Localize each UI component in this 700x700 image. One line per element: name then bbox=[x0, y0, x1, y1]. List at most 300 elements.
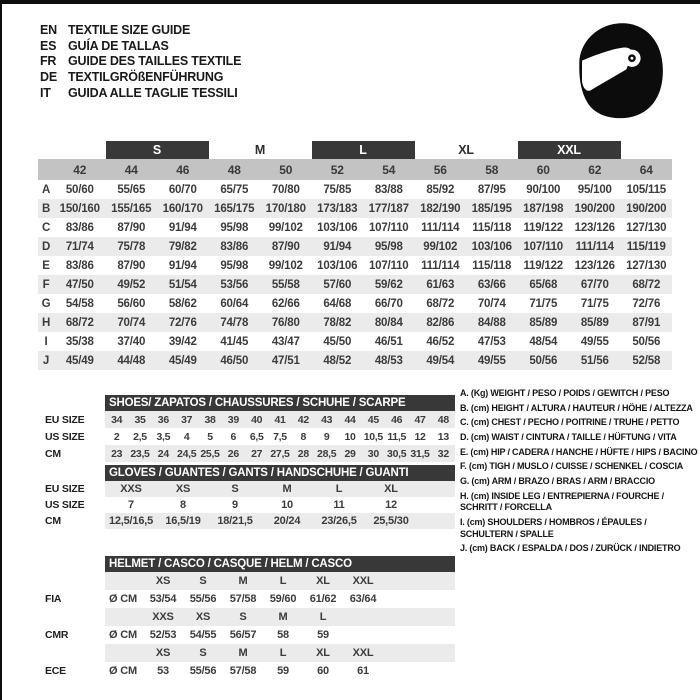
shoes-value: 46 bbox=[391, 413, 403, 426]
language-row bbox=[40, 54, 241, 70]
shoes-row-label: US SIZE bbox=[45, 430, 85, 443]
size-column-header: 60 bbox=[536, 162, 550, 177]
gloves-value: M bbox=[282, 483, 292, 495]
shoes-value: 24,5 bbox=[177, 447, 197, 460]
measurement-value: 47/53 bbox=[477, 335, 506, 348]
gloves-value: 9 bbox=[232, 499, 238, 511]
helmet-size-row bbox=[45, 608, 455, 626]
size-column-header: 44 bbox=[124, 162, 138, 177]
measurement-value: 95/98 bbox=[220, 221, 249, 234]
helmet-size-header: XS bbox=[195, 611, 211, 623]
size-column-header: 42 bbox=[73, 162, 87, 177]
shoes-value: 30,5 bbox=[387, 447, 407, 460]
measurement-value: 39/42 bbox=[168, 335, 197, 348]
measurement-value: 107/110 bbox=[523, 240, 564, 253]
measurement-value: 87/90 bbox=[117, 221, 146, 234]
helmet-size-cells bbox=[105, 608, 455, 626]
measurement-value: 155/165 bbox=[111, 202, 152, 215]
measurement-value: 182/190 bbox=[420, 202, 461, 215]
measurement-value: 80/84 bbox=[374, 316, 403, 329]
shoes-value: 13 bbox=[437, 430, 449, 443]
shoes-value: 23 bbox=[111, 447, 123, 460]
shoes-value: 39 bbox=[227, 413, 239, 426]
shoes-value: 3,5 bbox=[156, 430, 171, 443]
shoes-value: 29 bbox=[344, 447, 356, 460]
measurement-value: 71/75 bbox=[580, 297, 609, 310]
measurement-value: 60/70 bbox=[168, 183, 197, 196]
measurement-value: 75/78 bbox=[117, 240, 146, 253]
measurement-row bbox=[38, 294, 672, 313]
shoes-section-header bbox=[105, 395, 455, 411]
measurement-value: 55/65 bbox=[117, 183, 146, 196]
shoes-value: 7,5 bbox=[273, 430, 287, 443]
measurement-value: 127/130 bbox=[626, 221, 667, 234]
measurement-value: 68/72 bbox=[632, 278, 661, 291]
measurement-value: 99/102 bbox=[268, 259, 303, 272]
measurement-row bbox=[38, 313, 672, 332]
shoes-cells bbox=[105, 445, 455, 462]
measurement-value: 91/94 bbox=[323, 240, 352, 253]
language-code: EN bbox=[40, 22, 57, 37]
gloves-value: 25,5/30 bbox=[373, 515, 409, 527]
language-code: FR bbox=[40, 54, 57, 69]
measurement-value: 71/74 bbox=[65, 240, 94, 253]
helmet-size-header: XL bbox=[316, 647, 330, 659]
measurement-value: 165/175 bbox=[214, 202, 255, 215]
measurement-value: 45/49 bbox=[168, 354, 197, 367]
racing-helmet-icon bbox=[572, 20, 668, 126]
gloves-row-label: EU SIZE bbox=[45, 483, 85, 495]
row-letter: B bbox=[41, 202, 51, 215]
measurement-value: 190/200 bbox=[626, 202, 667, 215]
measurement-value: 83/86 bbox=[65, 259, 94, 272]
measurement-value: 53/56 bbox=[220, 278, 249, 291]
measurement-value: 63/66 bbox=[477, 278, 506, 291]
left-border bbox=[0, 0, 2, 700]
gloves-value: L bbox=[335, 483, 343, 495]
measurement-value: 95/100 bbox=[577, 183, 612, 196]
measurement-value: 62/66 bbox=[271, 297, 300, 310]
legend-item: E. (cm) HIP / CADERA / HANCHE / HÜFTE / HIPS / BACINO bbox=[460, 446, 698, 457]
gloves-value: XXS bbox=[120, 483, 142, 495]
helmet-value: 57/58 bbox=[229, 665, 257, 677]
textile-size-table bbox=[38, 141, 672, 370]
measurement-value: 103/106 bbox=[317, 221, 358, 234]
unit-cell: Ø CM bbox=[109, 629, 137, 641]
legend-item: J. (cm) BACK / ESPALDA / DOS / ZURÜCK / INDIETRO bbox=[460, 543, 681, 554]
measurement-value: 85/92 bbox=[426, 183, 455, 196]
gloves-value: 18/21,5 bbox=[217, 515, 253, 527]
shoes-value: 41 bbox=[274, 413, 286, 426]
helmet-standard-label: ECE bbox=[45, 665, 66, 677]
measurement-value: 46/50 bbox=[220, 354, 249, 367]
helmet-size-header: S bbox=[199, 575, 207, 587]
measurement-value: 49/55 bbox=[580, 335, 609, 348]
measurement-value: 65/68 bbox=[529, 278, 558, 291]
helmet-size-header: XXS bbox=[152, 611, 174, 623]
helmet-title: HELMET / CASCO / CASQUE / HELM / CASCO bbox=[109, 558, 352, 570]
helmet-standard-spacer bbox=[45, 644, 105, 662]
language-row bbox=[40, 22, 241, 38]
measurement-value: 46/52 bbox=[426, 335, 455, 348]
size-group-l: L bbox=[312, 141, 415, 159]
measurement-value: 173/183 bbox=[317, 202, 358, 215]
helmet-value: 55/56 bbox=[189, 593, 217, 605]
measurement-value: 51/56 bbox=[580, 354, 609, 367]
helmet-value: 58 bbox=[277, 629, 289, 641]
measurement-value: 91/94 bbox=[168, 221, 197, 234]
measurement-value: 52/58 bbox=[632, 354, 661, 367]
measurement-value: 50/56 bbox=[632, 335, 661, 348]
helmet-size-header: M bbox=[238, 647, 248, 659]
legend-item: H. (cm) INSIDE LEG / ENTREPIERNA / FOURCHE / SCHRITT / FORCELLA bbox=[460, 490, 664, 513]
shoes-value: 43 bbox=[321, 413, 333, 426]
measurement-value: 68/72 bbox=[65, 316, 94, 329]
helmet-value-cells bbox=[105, 626, 455, 644]
gloves-rows bbox=[45, 481, 455, 529]
helmet-value-cells bbox=[105, 590, 455, 608]
language-title: GUIDE DES TAILLES TEXTILE bbox=[68, 54, 242, 69]
helmet-value: 63/64 bbox=[349, 593, 377, 605]
shoes-cells bbox=[105, 411, 455, 428]
measurement-value: 87/90 bbox=[271, 240, 300, 253]
helmet-value: 59 bbox=[277, 665, 289, 677]
measurement-value: 111/114 bbox=[421, 221, 460, 234]
gloves-value: 10 bbox=[281, 499, 293, 511]
measurement-value: 48/54 bbox=[529, 335, 558, 348]
shoes-value: 9 bbox=[323, 430, 330, 443]
helmet-size-header: S bbox=[199, 647, 207, 659]
legend-item: C. (cm) CHEST / PECHO / POITRINE / TRUHE / PETTO bbox=[460, 417, 680, 428]
measurement-value: 99/102 bbox=[268, 221, 303, 234]
measurement-value: 50/60 bbox=[65, 183, 94, 196]
measurement-value: 51/54 bbox=[168, 278, 197, 291]
helmet-value: 59 bbox=[317, 629, 329, 641]
row-letter: A bbox=[41, 183, 51, 196]
measurement-row bbox=[38, 275, 672, 294]
helmet-value-row bbox=[45, 662, 455, 680]
shoes-value: 10 bbox=[344, 430, 356, 443]
helmet-value: 53 bbox=[157, 665, 169, 677]
shoes-value: 8 bbox=[300, 430, 307, 443]
gloves-value: 12,5/16,5 bbox=[108, 515, 154, 527]
helmet-value: 60 bbox=[317, 665, 329, 677]
language-row bbox=[40, 69, 241, 85]
language-row bbox=[40, 38, 241, 54]
shoes-title: SHOES/ ZAPATOS / CHAUSSURES / SCHUHE / SCARPE bbox=[109, 397, 406, 409]
shoes-row bbox=[45, 411, 455, 428]
shoes-value: 28 bbox=[297, 447, 309, 460]
helmet-value: 54/55 bbox=[189, 629, 217, 641]
size-group-xl: XL bbox=[458, 143, 474, 157]
measurement-value: 49/54 bbox=[426, 354, 455, 367]
helmet-size-header: M bbox=[238, 575, 248, 587]
legend-item: D. (cm) WAIST / CINTURA / TAILLE / HÜFTUNG / VITA bbox=[460, 432, 677, 443]
gloves-cells bbox=[105, 497, 455, 513]
measurement-value: 111/114 bbox=[575, 240, 614, 253]
measurement-value: 49/52 bbox=[117, 278, 146, 291]
helmet-value: 55/56 bbox=[189, 665, 217, 677]
size-column-header: 52 bbox=[330, 162, 344, 177]
textile-table-body bbox=[38, 180, 672, 370]
measurement-value: 59/62 bbox=[374, 278, 403, 291]
helmet-standard-spacer bbox=[45, 608, 105, 626]
gloves-cells bbox=[105, 513, 455, 529]
measurement-value: 79/82 bbox=[168, 240, 197, 253]
measurement-value: 90/100 bbox=[526, 183, 561, 196]
row-letter: D bbox=[41, 240, 51, 253]
measurement-value: 64/68 bbox=[323, 297, 352, 310]
measurement-value: 68/72 bbox=[426, 297, 455, 310]
measurement-value: 85/89 bbox=[529, 316, 558, 329]
measurement-value: 87/91 bbox=[632, 316, 661, 329]
helmet-value: 61/62 bbox=[309, 593, 337, 605]
helmet-standard-spacer bbox=[45, 572, 105, 590]
helmet-section-header bbox=[105, 556, 455, 572]
gloves-row bbox=[45, 497, 455, 513]
shoes-section bbox=[45, 395, 455, 462]
measurement-value: 46/51 bbox=[374, 335, 403, 348]
size-column-header: 64 bbox=[639, 162, 653, 177]
measurement-value: 48/53 bbox=[374, 354, 403, 367]
measurement-value: 44/48 bbox=[117, 354, 146, 367]
shoes-value: 12 bbox=[414, 430, 426, 443]
measurement-value: 37/40 bbox=[117, 335, 146, 348]
helmet-size-header: L bbox=[319, 611, 327, 623]
measurement-row bbox=[38, 199, 672, 218]
shoes-value: 38 bbox=[204, 413, 216, 426]
helmet-value: 56/57 bbox=[229, 629, 257, 641]
measurement-value: 107/110 bbox=[368, 259, 409, 272]
measurement-value: 74/78 bbox=[220, 316, 249, 329]
measurement-value: 85/89 bbox=[580, 316, 609, 329]
measurement-value: 45/50 bbox=[323, 335, 352, 348]
shoes-rows bbox=[45, 411, 455, 462]
helmet-value: 57/58 bbox=[229, 593, 257, 605]
measurement-value: 177/187 bbox=[368, 202, 409, 215]
shoes-value: 32 bbox=[437, 447, 449, 460]
shoes-value: 25,5 bbox=[200, 447, 220, 460]
measurement-value: 170/180 bbox=[265, 202, 306, 215]
measurement-value: 41/45 bbox=[220, 335, 249, 348]
measurement-value: 48/52 bbox=[323, 354, 352, 367]
unit-cell: Ø CM bbox=[109, 593, 137, 605]
helmet-size-row bbox=[45, 644, 455, 662]
measurement-value: 82/86 bbox=[426, 316, 455, 329]
measurement-value: 87/90 bbox=[117, 259, 146, 272]
size-group-m: M bbox=[254, 143, 266, 157]
measurement-value: 95/98 bbox=[374, 240, 403, 253]
size-group-xxl: XXL bbox=[518, 141, 621, 159]
shoes-row bbox=[45, 445, 455, 462]
helmet-value-cells bbox=[105, 662, 455, 680]
measurement-value: 91/94 bbox=[168, 259, 197, 272]
measurement-value: 58/62 bbox=[168, 297, 197, 310]
gloves-section bbox=[45, 465, 455, 529]
gloves-value: 23/26,5 bbox=[321, 515, 357, 527]
measurement-value: 47/50 bbox=[65, 278, 94, 291]
helmet-rows bbox=[45, 572, 455, 680]
helmet-size-row bbox=[45, 572, 455, 590]
measurement-value: 127/130 bbox=[626, 259, 667, 272]
measurement-row bbox=[38, 218, 672, 237]
helmet-size-header: M bbox=[278, 611, 288, 623]
measurement-value: 160/170 bbox=[162, 202, 203, 215]
row-letter: G bbox=[41, 297, 51, 310]
measurement-value: 83/86 bbox=[220, 240, 249, 253]
gloves-title: GLOVES / GUANTES / GANTS / HANDSCHUHE / GUANTI bbox=[109, 467, 409, 479]
shoes-value: 10,5 bbox=[363, 430, 383, 443]
row-letter: J bbox=[42, 354, 50, 367]
measurement-value: 83/86 bbox=[65, 221, 94, 234]
helmet-value: 53/54 bbox=[149, 593, 177, 605]
helmet-size-header: XS bbox=[155, 647, 171, 659]
measurement-row bbox=[38, 256, 672, 275]
measurement-value: 95/98 bbox=[220, 259, 249, 272]
measurement-value: 87/95 bbox=[477, 183, 506, 196]
size-header-row bbox=[38, 159, 672, 180]
shoes-value: 47 bbox=[414, 413, 426, 426]
gloves-value: XS bbox=[175, 483, 191, 495]
unit-cell: Ø CM bbox=[109, 665, 137, 677]
measurement-row bbox=[38, 237, 672, 256]
measurement-value: 67/70 bbox=[580, 278, 609, 291]
language-list bbox=[40, 22, 241, 101]
shoes-value: 37 bbox=[181, 413, 193, 426]
measurement-value: 35/38 bbox=[65, 335, 94, 348]
size-column-header: 58 bbox=[485, 162, 499, 177]
size-column-header: 54 bbox=[382, 162, 396, 177]
measurement-value: 123/126 bbox=[574, 259, 615, 272]
shoes-value: 44 bbox=[344, 413, 356, 426]
shoes-value: 45 bbox=[367, 413, 379, 426]
shoes-row bbox=[45, 428, 455, 445]
shoes-value: 36 bbox=[157, 413, 169, 426]
measurement-value: 115/118 bbox=[472, 259, 512, 272]
gloves-value: XL bbox=[384, 483, 398, 495]
helmet-value: 52/53 bbox=[149, 629, 177, 641]
language-title: TEXTILGRÖßENFÜHRUNG bbox=[68, 70, 224, 85]
language-title: TEXTILE SIZE GUIDE bbox=[68, 22, 191, 37]
helmet-standard-label: FIA bbox=[45, 593, 62, 605]
measurement-value: 65/75 bbox=[220, 183, 249, 196]
shoes-value: 30 bbox=[367, 447, 379, 460]
shoes-value: 28,5 bbox=[317, 447, 337, 460]
row-letter: I bbox=[44, 335, 48, 348]
gloves-row-label: US SIZE bbox=[45, 499, 85, 511]
measurement-value: 105/115 bbox=[626, 183, 667, 196]
shoes-value: 2 bbox=[113, 430, 120, 443]
language-code: IT bbox=[40, 86, 51, 101]
helmet-size-header: XS bbox=[155, 575, 171, 587]
measurement-value: 47/51 bbox=[271, 354, 300, 367]
measurement-value: 71/75 bbox=[529, 297, 558, 310]
measurement-value: 54/58 bbox=[65, 297, 94, 310]
shoes-value: 2,5 bbox=[133, 430, 147, 443]
gloves-value: 12 bbox=[385, 499, 397, 511]
measurement-value: 83/88 bbox=[374, 183, 403, 196]
language-row bbox=[40, 85, 241, 101]
measurement-legend bbox=[460, 388, 700, 558]
gloves-row bbox=[45, 481, 455, 497]
shoes-value: 35 bbox=[134, 413, 146, 426]
legend-item: A. (Kg) WEIGHT / PESO / POIDS / GEWITCH / PESO bbox=[460, 388, 670, 398]
legend-item: B. (cm) HEIGHT / ALTURA / HAUTEUR / HÖHE / ALTEZZA bbox=[460, 402, 693, 413]
measurement-value: 72/76 bbox=[632, 297, 661, 310]
measurement-value: 119/122 bbox=[523, 259, 564, 272]
measurement-value: 76/80 bbox=[271, 316, 300, 329]
measurement-value: 70/74 bbox=[477, 297, 506, 310]
helmet-standard-label: CMR bbox=[45, 629, 69, 641]
measurement-value: 72/76 bbox=[168, 316, 197, 329]
measurement-value: 70/80 bbox=[271, 183, 300, 196]
helmet-size-header: XL bbox=[316, 575, 330, 587]
measurement-value: 103/106 bbox=[471, 240, 512, 253]
helmet-size-header: L bbox=[279, 575, 287, 587]
measurement-row bbox=[38, 180, 672, 199]
legend-item: G. (cm) ARM / BRAZO / BRAS / ARM / BRACCIO bbox=[460, 476, 655, 487]
shoes-value: 6,5 bbox=[249, 430, 264, 443]
measurement-value: 56/60 bbox=[117, 297, 146, 310]
measurement-value: 190/200 bbox=[574, 202, 615, 215]
measurement-value: 78/82 bbox=[323, 316, 352, 329]
gloves-row-label: CM bbox=[45, 515, 61, 527]
row-letter: C bbox=[41, 221, 51, 234]
size-column-header: 48 bbox=[227, 162, 241, 177]
helmet-size-cells bbox=[105, 572, 455, 590]
legend-item: I. (cm) SHOULDERS / HOMBROS / ÉPAULES / SCHULTERN / SPALLE bbox=[460, 517, 647, 539]
helmet-value-row bbox=[45, 626, 455, 644]
row-letter: H bbox=[41, 316, 51, 329]
helmet-size-header: S bbox=[239, 611, 247, 623]
measurement-value: 43/47 bbox=[271, 335, 300, 348]
size-group-row bbox=[38, 141, 672, 159]
shoes-value: 48 bbox=[437, 413, 449, 426]
measurement-value: 115/118 bbox=[472, 221, 512, 234]
shoes-value: 23,5 bbox=[130, 447, 150, 460]
size-column-header: 50 bbox=[279, 162, 293, 177]
language-title: GUIDA ALLE TAGLIE TESSILI bbox=[68, 86, 238, 101]
shoes-value: 11,5 bbox=[387, 430, 406, 443]
measurement-value: 103/106 bbox=[317, 259, 358, 272]
helmet-value: 59/60 bbox=[269, 593, 297, 605]
gloves-value: 11 bbox=[333, 499, 345, 511]
measurement-row bbox=[38, 332, 672, 351]
measurement-value: 55/58 bbox=[271, 278, 300, 291]
measurement-value: 70/74 bbox=[117, 316, 146, 329]
shoes-row-label: EU SIZE bbox=[45, 413, 85, 426]
gloves-section-header bbox=[105, 465, 455, 481]
shoes-value: 42 bbox=[297, 413, 309, 426]
shoes-value: 26 bbox=[227, 447, 239, 460]
gloves-value: 8 bbox=[180, 499, 186, 511]
shoes-value: 4 bbox=[183, 430, 190, 443]
size-column-header: 62 bbox=[588, 162, 602, 177]
measurement-value: 111/114 bbox=[421, 259, 460, 272]
measurement-value: 84/88 bbox=[477, 316, 506, 329]
shoes-value: 40 bbox=[251, 413, 263, 426]
shoes-value: 24 bbox=[157, 447, 169, 460]
size-column-header: 46 bbox=[176, 162, 190, 177]
top-border bbox=[0, 0, 700, 4]
measurement-value: 45/49 bbox=[65, 354, 94, 367]
shoes-value: 5 bbox=[207, 430, 213, 443]
helmet-size-header: XXL bbox=[352, 647, 374, 659]
helmet-size-header: L bbox=[279, 647, 287, 659]
measurement-value: 185/195 bbox=[471, 202, 512, 215]
size-column-header: 56 bbox=[433, 162, 447, 177]
gloves-value: S bbox=[231, 483, 239, 495]
